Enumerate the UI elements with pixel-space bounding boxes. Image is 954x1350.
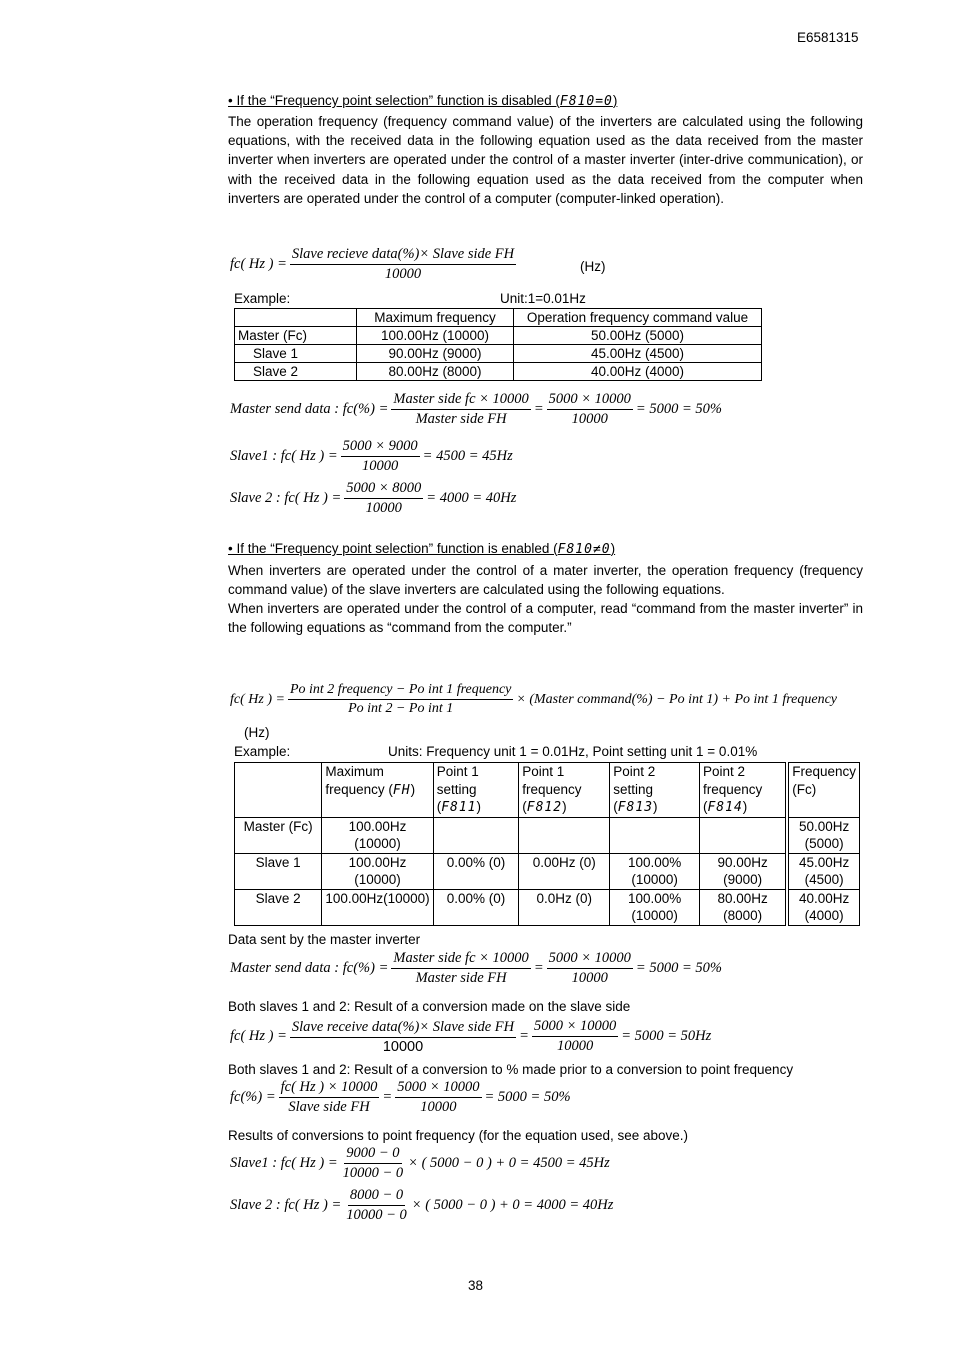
example-label: Example:	[234, 291, 291, 306]
heading-close: )	[612, 93, 618, 108]
eq-fraction	[288, 682, 513, 717]
table-row	[235, 889, 860, 925]
eq-numerator: 5000 × 10000	[547, 391, 633, 410]
eq-numerator: 9000 − 0	[344, 1145, 401, 1164]
unit-note: Unit:1=0.01Hz	[500, 291, 586, 306]
equation-percent: fc(%) = $\frac{fc( Hz ) \times 10000}{\text{Slave side FH}}$ = $\frac{5000 \times 10000}{10000}$ = 5000 = 50%	[230, 1079, 571, 1115]
header-text: Point 1 setting (	[436, 764, 479, 814]
header-text: Point 2 setting (	[613, 764, 656, 814]
document-id: E6581315	[797, 30, 859, 45]
parameter-code: F814	[707, 800, 743, 815]
table-header-cell	[433, 763, 519, 818]
section1-heading-text: • If the “Frequency point selection” function is disabled (	[228, 93, 560, 108]
table-cell: 100.00Hz (10000)	[322, 817, 433, 853]
parameter-code: F810=0	[559, 94, 613, 109]
table-header-cell	[235, 763, 322, 818]
eq-fraction	[391, 950, 530, 987]
eq-lhs: Slave 2 : fc( Hz ) =	[230, 1197, 342, 1213]
parameter-code: F811	[441, 800, 477, 815]
example-label: Example:	[234, 744, 291, 759]
eq-numerator: Slave receive data(%)× Slave side FH	[290, 1019, 516, 1038]
table-cell: 80.00Hz (8000)	[357, 363, 514, 381]
table-cell: 100.00% (10000)	[610, 853, 700, 889]
header-text: Point 2 frequency (	[702, 764, 763, 814]
eq-denominator: Slave side FH	[288, 1099, 370, 1115]
eq-fraction	[341, 1145, 406, 1182]
eq-fraction	[547, 950, 633, 987]
equation-fc-enabled	[230, 682, 837, 717]
eq-fraction	[290, 1019, 516, 1055]
eq-rhs: = 4000 = 40Hz	[426, 490, 517, 506]
eq-numerator: fc( Hz ) × 10000	[279, 1079, 380, 1098]
eq-rhs: × ( 5000 − 0 ) + 0 = 4000 = 40Hz	[411, 1197, 614, 1213]
table-header-cell	[322, 763, 433, 818]
table-cell: 50.00Hz (5000)	[787, 817, 859, 853]
header-text: Point 1 frequency (	[522, 764, 582, 814]
eq-fraction	[395, 1079, 481, 1116]
section2-heading-text: • If the “Frequency point selection” function is enabled (	[228, 541, 558, 556]
eq-rhs: = 5000 = 50%	[484, 1089, 571, 1105]
table-header-cell	[610, 763, 700, 818]
eq-fraction	[341, 438, 420, 475]
eq-lhs: fc( Hz ) =	[230, 256, 287, 272]
table-header-cell	[787, 763, 859, 818]
eq-denominator: Master side FH	[415, 411, 507, 427]
equation-result-slave2	[230, 1187, 613, 1224]
eq-denominator: 10000	[384, 266, 422, 282]
eq-rhs: = 5000 = 50%	[635, 401, 722, 417]
header-close: )	[653, 799, 658, 814]
header-close: )	[562, 799, 567, 814]
eq-numerator: Po int 2 frequency − Po int 1 frequency	[288, 682, 513, 700]
eq-lhs: fc( Hz ) =	[230, 1028, 287, 1044]
eq-rhs: = 5000 = 50Hz	[621, 1028, 712, 1044]
parameter-code: FH	[392, 782, 411, 798]
eq-denominator: Master side FH	[415, 970, 507, 986]
eq-numerator: 5000 × 10000	[395, 1079, 481, 1098]
table-cell: 80.00Hz (8000)	[699, 889, 787, 925]
eq-fraction	[391, 391, 530, 428]
table-header-row	[235, 309, 762, 327]
table-cell: Master (Fc)	[235, 817, 322, 853]
sent-data-label: Data sent by the master inverter	[228, 932, 421, 947]
eq-rhs: = 5000 = 50%	[635, 960, 722, 976]
equation-slave-conversion: fc( Hz ) = $\frac{\text{Slave receive data(\%)× Slave side FH}}{10000}$ = $\frac{5000 \times 10000}{10000}$ = 5000 = 50Hz	[230, 1018, 712, 1055]
eq-denominator: 10000 − 0	[342, 1165, 404, 1181]
table-row	[235, 345, 762, 363]
eq-denominator: 10000	[420, 1099, 457, 1115]
section1-heading	[228, 93, 617, 109]
eq-numerator: 5000 × 10000	[532, 1018, 618, 1037]
frequency-table-1	[234, 308, 762, 381]
table-cell: Slave 2	[235, 363, 357, 381]
page-number: 38	[468, 1278, 484, 1293]
table-row	[235, 853, 860, 889]
table-cell: 0.0Hz (0)	[519, 889, 610, 925]
unit-note: Units: Frequency unit 1 = 0.01Hz, Point setting unit 1 = 0.01%	[388, 744, 758, 759]
table-cell: 40.00Hz (4000)	[514, 363, 762, 381]
table-header-cell: Maximum frequency	[357, 309, 514, 327]
parameter-code: F810≠0	[557, 542, 611, 557]
equation-slave1	[230, 438, 513, 475]
equation-result-slave1	[230, 1145, 610, 1182]
percent-conversion-label: Both slaves 1 and 2: Result of a conversion to % made prior to a conversion to point frequency	[228, 1062, 794, 1077]
table-row	[235, 817, 860, 853]
table-cell: Slave 1	[235, 853, 322, 889]
table-cell: Slave 1	[235, 345, 357, 363]
table-cell: 45.00Hz (4500)	[787, 853, 859, 889]
eq-lhs: Slave 2 : fc( Hz ) =	[230, 490, 342, 506]
frequency-table-2	[234, 762, 860, 926]
conversion-label: Both slaves 1 and 2: Result of a conversion made on the slave side	[228, 999, 631, 1014]
table-cell: 50.00Hz (5000)	[514, 327, 762, 345]
eq-rhs: × (Master command(%) − Po int 1) + Po int 1 frequency	[516, 691, 837, 707]
section2-paragraph-2: When inverters are operated under the control of a computer, read “command from the master inverter” in the following equations as “command from the computer.”	[228, 601, 863, 636]
parameter-code: F813	[617, 800, 654, 815]
table-cell	[699, 817, 787, 853]
eq-numerator: Master side fc × 10000	[391, 391, 530, 410]
table-header-cell	[519, 763, 610, 818]
eq-lhs: Master send data : fc(%) =	[230, 401, 389, 417]
eq-rhs: = 4500 = 45Hz	[422, 448, 513, 464]
table-cell: 45.00Hz (4500)	[514, 345, 762, 363]
table-cell: 0.00% (0)	[433, 889, 519, 925]
eq-lhs: fc( Hz ) =	[230, 691, 285, 707]
eq-numerator: 8000 − 0	[348, 1187, 405, 1206]
eq-fraction	[547, 391, 633, 428]
table-header-row	[235, 763, 860, 818]
table-cell: 40.00Hz (4000)	[787, 889, 859, 925]
table-cell: Slave 2	[235, 889, 322, 925]
eq-lhs: Slave1 : fc( Hz ) =	[230, 448, 338, 464]
table-cell: 90.00Hz (9000)	[357, 345, 514, 363]
table-cell	[433, 817, 519, 853]
table-cell: 100.00Hz (10000)	[322, 853, 433, 889]
eq-fraction	[532, 1018, 618, 1055]
eq-fraction	[279, 1079, 380, 1116]
table-cell: 0.00% (0)	[433, 853, 519, 889]
eq-rhs: × ( 5000 − 0 ) + 0 = 4500 = 45Hz	[408, 1155, 610, 1171]
table-cell: 100.00%(10000)	[610, 889, 700, 925]
eq-numerator: Slave recieve data(%)× Slave side FH	[290, 246, 516, 265]
header-close: )	[476, 799, 481, 814]
table-cell	[610, 817, 700, 853]
section2-paragraph-1: When inverters are operated under the control of a mater inverter, the operation frequency (frequency command value) of the slave inverters are calculated using the following equations.	[228, 563, 863, 598]
table-cell: 100.00Hz (10000)	[357, 327, 514, 345]
table-header-cell	[699, 763, 787, 818]
table-row	[235, 363, 762, 381]
eq-unit: (Hz)	[244, 725, 270, 740]
eq-numerator: 5000 × 8000	[344, 480, 423, 499]
header-close: )	[742, 799, 748, 814]
eq-fraction	[344, 480, 423, 517]
equation-master-send-2: Master send data : fc(%) = $\frac{\text{Master side fc × 10000}}{\text{Master side FH}}$ = $\frac{5000 \times 10000}{10000}$ = 5000 = 50%	[230, 950, 722, 986]
eq-numerator: 5000 × 10000	[547, 950, 633, 969]
section1-paragraph: The operation frequency (frequency command value) of the inverters are calculated using the following equations, with the received data in the following equation used as the data received from the master inverter when inverters are operated under the control of a master inverter (inter-drive communication), or with the received data in the following equation used as the data received from the computer when inverters are operated under the control of a computer (computer-linked operation).	[228, 114, 863, 206]
eq-denominator: 10000	[571, 411, 608, 427]
equation-fc-disabled	[230, 246, 519, 283]
eq-denominator: 10000	[571, 970, 608, 986]
eq-denominator: 10000	[556, 1038, 594, 1054]
table-header-cell	[235, 309, 357, 327]
eq-denominator: 10000	[365, 500, 402, 516]
eq-numerator: 5000 × 9000	[341, 438, 420, 457]
eq-fraction	[344, 1187, 409, 1224]
table-cell: 90.00Hz (9000)	[699, 853, 787, 889]
eq-lhs: Slave1 : fc( Hz ) =	[230, 1155, 338, 1171]
header-text: Maximum frequency (	[325, 764, 393, 797]
parameter-code: F812	[526, 800, 563, 815]
section2-heading	[228, 541, 615, 557]
eq-fraction	[290, 246, 516, 283]
equation-slave2	[230, 480, 516, 517]
eq-numerator: Master side fc × 10000	[391, 950, 530, 969]
eq-denominator: 10000	[362, 458, 399, 474]
results-label: Results of conversions to point frequency (for the equation used, see above.)	[228, 1128, 689, 1143]
table-cell: Master (Fc)	[235, 327, 357, 345]
heading-close: )	[610, 541, 616, 556]
table-cell: 100.00Hz(10000)	[322, 889, 433, 925]
header-text: Frequency (Fc)	[792, 764, 856, 797]
equation-master-send: Master send data : fc(%) = $\frac{\text{Master side fc × 10000}}{\text{Master side FH}}$ = $\frac{5000 \times 10000}{10000}$ = 5000 = 50%	[230, 391, 722, 427]
eq-denominator: 10000 − 0	[346, 1207, 407, 1223]
table-header-cell: Operation frequency command value	[514, 309, 762, 327]
eq-lhs: Master send data : fc(%) =	[230, 960, 389, 976]
eq-unit: (Hz)	[580, 259, 606, 274]
eq-lhs: fc(%) =	[230, 1089, 276, 1105]
eq-denominator: 10000	[382, 1038, 424, 1055]
header-close: )	[410, 781, 416, 797]
eq-denominator: Po int 2 − Po int 1	[348, 701, 454, 716]
table-cell: 0.00Hz (0)	[519, 853, 610, 889]
table-row	[235, 327, 762, 345]
table-cell	[519, 817, 610, 853]
